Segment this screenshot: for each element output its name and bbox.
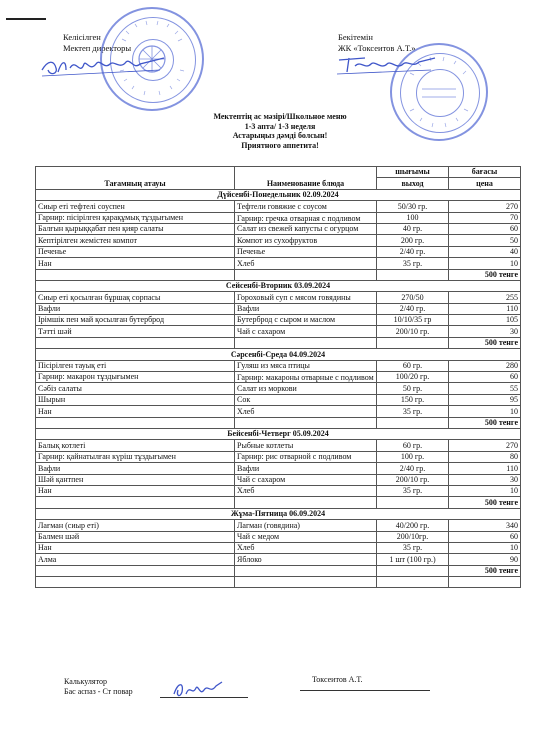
dish-price: 280 bbox=[449, 360, 521, 371]
day-total: 500 тенге bbox=[449, 565, 521, 576]
dish-name-kz: Нан bbox=[36, 542, 235, 553]
dish-price: 40 bbox=[449, 246, 521, 257]
dish-yield: 60 гр. bbox=[377, 440, 449, 451]
total-empty-cell bbox=[235, 565, 377, 576]
entrepreneur-signature bbox=[335, 52, 445, 78]
corner-mark bbox=[6, 18, 46, 20]
dish-name-kz: Вафли bbox=[36, 463, 235, 474]
menu-item-row bbox=[36, 303, 521, 314]
total-empty-cell bbox=[235, 497, 377, 508]
dish-name-kz: Гарнир: макарон тұздығымен bbox=[36, 372, 235, 383]
dish-name-kz: Сиыр еті тефтелі соуспен bbox=[36, 201, 235, 212]
day-total: 500 тенге bbox=[449, 269, 521, 280]
dish-name-kz: Печенье bbox=[36, 246, 235, 257]
dish-name-ru: Печенье bbox=[235, 246, 377, 257]
dish-name-kz: Нан bbox=[36, 485, 235, 496]
day-total: 500 тенге bbox=[449, 337, 521, 348]
dish-yield: 50 гр. bbox=[377, 383, 449, 394]
dish-yield: 2/40 гр. bbox=[377, 463, 449, 474]
dish-price: 10 bbox=[449, 258, 521, 269]
agreed-label: Келісілген bbox=[63, 32, 101, 42]
dish-yield: 1 шт (100 гр.) bbox=[377, 554, 449, 565]
director-signature bbox=[40, 50, 170, 80]
menu-title-block bbox=[150, 112, 410, 150]
dish-yield: 2/40 гр. bbox=[377, 246, 449, 257]
dish-price: 270 bbox=[449, 201, 521, 212]
dish-name-ru: Компот из сухофруктов bbox=[235, 235, 377, 246]
dish-name-ru: Хлеб bbox=[235, 258, 377, 269]
menu-item-row bbox=[36, 372, 521, 383]
dish-name-ru: Хлеб bbox=[235, 406, 377, 417]
day-title: Жұма-Пятница 06.09.2024 bbox=[36, 508, 521, 519]
menu-item-row bbox=[36, 360, 521, 371]
dish-price: 95 bbox=[449, 394, 521, 405]
day-total-row bbox=[36, 269, 521, 280]
blank-cell bbox=[449, 577, 521, 588]
menu-item-row bbox=[36, 292, 521, 303]
entrepreneur-label: ЖК «Токсеитов А.Т.» bbox=[338, 43, 416, 53]
dish-name-kz: Шырын bbox=[36, 394, 235, 405]
dish-name-ru: Хлеб bbox=[235, 485, 377, 496]
header-price-top: бағасы bbox=[449, 167, 521, 178]
dish-name-kz: Гарнир: пісірілген қарақұмық тұздығымен bbox=[36, 212, 235, 223]
dish-yield: 35 гр. bbox=[377, 258, 449, 269]
dish-name-ru: Салат из свежей капусты с огурцом bbox=[235, 223, 377, 234]
menu-item-row bbox=[36, 520, 521, 531]
approve-label: Бекітемін bbox=[338, 32, 373, 42]
dish-yield: 150 гр. bbox=[377, 394, 449, 405]
dish-name-ru: Гуляш из мяса птицы bbox=[235, 360, 377, 371]
header-price-bottom: цена bbox=[449, 178, 521, 189]
blank-cell bbox=[235, 577, 377, 588]
total-empty-cell bbox=[36, 497, 235, 508]
day-total-row bbox=[36, 417, 521, 428]
dish-yield: 10/10/35 гр bbox=[377, 315, 449, 326]
dish-price: 70 bbox=[449, 212, 521, 223]
menu-item-row bbox=[36, 531, 521, 542]
dish-yield: 50/30 гр. bbox=[377, 201, 449, 212]
menu-item-row bbox=[36, 201, 521, 212]
dish-price: 255 bbox=[449, 292, 521, 303]
menu-item-row bbox=[36, 326, 521, 337]
dish-price: 30 bbox=[449, 474, 521, 485]
day-title: Дүйсенбі-Понедельник 02.09.2024 bbox=[36, 189, 521, 200]
dish-yield: 60 гр. bbox=[377, 360, 449, 371]
total-empty-cell bbox=[377, 497, 449, 508]
dish-yield: 200/10гр. bbox=[377, 531, 449, 542]
dish-name-ru: Вафли bbox=[235, 303, 377, 314]
day-title: Сейсенбі-Вторник 03.09.2024 bbox=[36, 280, 521, 291]
school-director-label: Мектеп директоры bbox=[63, 43, 132, 53]
menu-item-row bbox=[36, 223, 521, 234]
day-total: 500 тенге bbox=[449, 417, 521, 428]
day-title: Сәрсенбі-Среда 04.09.2024 bbox=[36, 349, 521, 360]
week-label: 1-3 апта/ 1-3 неделя bbox=[244, 121, 316, 131]
menu-item-row bbox=[36, 258, 521, 269]
dish-name-kz: Лағман (сиыр еті) bbox=[36, 520, 235, 531]
dish-name-ru: Гарнир: макароны отварные с подливом bbox=[235, 372, 377, 383]
calculator-label: Калькулятор bbox=[64, 677, 107, 686]
dish-price: 110 bbox=[449, 303, 521, 314]
blank-cell bbox=[377, 577, 449, 588]
menu-item-row bbox=[36, 406, 521, 417]
menu-item-row bbox=[36, 394, 521, 405]
dish-yield: 270/50 bbox=[377, 292, 449, 303]
dish-price: 60 bbox=[449, 372, 521, 383]
dish-name-kz: Гарнир: қайнатылған күріш тұздығымен bbox=[36, 451, 235, 462]
dish-name-ru: Бутерброд с сыром и маслом bbox=[235, 315, 377, 326]
dish-price: 90 bbox=[449, 554, 521, 565]
total-empty-cell bbox=[377, 417, 449, 428]
day-header-row bbox=[36, 189, 521, 200]
menu-item-row bbox=[36, 451, 521, 462]
chef-label: Бас аспаз - Ст повар bbox=[64, 687, 133, 696]
menu-item-row bbox=[36, 554, 521, 565]
greeting-ru: Приятного аппетита! bbox=[241, 140, 319, 150]
total-empty-cell bbox=[36, 565, 235, 576]
menu-item-row bbox=[36, 440, 521, 451]
dish-name-ru: Лагман (говядина) bbox=[235, 520, 377, 531]
menu-item-row bbox=[36, 246, 521, 257]
dish-yield: 100 гр. bbox=[377, 451, 449, 462]
dish-name-kz: Нан bbox=[36, 406, 235, 417]
dish-price: 50 bbox=[449, 235, 521, 246]
total-empty-cell bbox=[36, 337, 235, 348]
dish-name-ru: Чай с медом bbox=[235, 531, 377, 542]
dish-name-ru: Вафли bbox=[235, 463, 377, 474]
day-total: 500 тенге bbox=[449, 497, 521, 508]
day-header-row bbox=[36, 508, 521, 519]
dish-price: 10 bbox=[449, 485, 521, 496]
dish-name-ru: Тефтели говяжие с соусом bbox=[235, 201, 377, 212]
dish-price: 10 bbox=[449, 542, 521, 553]
day-total-row bbox=[36, 565, 521, 576]
dish-yield: 40/200 гр. bbox=[377, 520, 449, 531]
dish-name-kz: Пісірілген тауық еті bbox=[36, 360, 235, 371]
dish-name-ru: Сок bbox=[235, 394, 377, 405]
dish-name-kz: Шәй қантпен bbox=[36, 474, 235, 485]
day-total-row bbox=[36, 337, 521, 348]
dish-yield: 2/40 гр. bbox=[377, 303, 449, 314]
total-empty-cell bbox=[377, 269, 449, 280]
day-header-row bbox=[36, 428, 521, 439]
total-empty-cell bbox=[235, 269, 377, 280]
day-total-row bbox=[36, 497, 521, 508]
dish-name-kz: Кептірілген жемістен компот bbox=[36, 235, 235, 246]
dish-name-ru: Салат из моркови bbox=[235, 383, 377, 394]
chef-signature-line bbox=[160, 697, 248, 698]
calculator-block bbox=[64, 677, 133, 697]
menu-item-row bbox=[36, 474, 521, 485]
dish-name-kz: Нан bbox=[36, 258, 235, 269]
menu-title: Мектептің ас мәзірі/Школьное меню bbox=[213, 112, 347, 121]
menu-item-row bbox=[36, 463, 521, 474]
header-kz: Тағамның атауы bbox=[36, 167, 235, 190]
dish-yield: 200/10 гр. bbox=[377, 474, 449, 485]
dish-name-kz: Тәтті шәй bbox=[36, 326, 235, 337]
total-empty-cell bbox=[36, 269, 235, 280]
menu-item-row bbox=[36, 212, 521, 223]
dish-name-kz: Ірімшік пен май қосылған бутерброд bbox=[36, 315, 235, 326]
dish-price: 30 bbox=[449, 326, 521, 337]
dish-price: 80 bbox=[449, 451, 521, 462]
total-empty-cell bbox=[235, 337, 377, 348]
responsible-name: Токсеитов А.Т. bbox=[312, 675, 363, 684]
total-empty-cell bbox=[377, 565, 449, 576]
dish-name-ru: Яблоко bbox=[235, 554, 377, 565]
dish-name-ru: Рыбные котлеты bbox=[235, 440, 377, 451]
total-empty-cell bbox=[36, 417, 235, 428]
dish-price: 10 bbox=[449, 406, 521, 417]
dish-yield: 35 гр. bbox=[377, 406, 449, 417]
dish-price: 110 bbox=[449, 463, 521, 474]
dish-name-kz: Балғын қырыққабат пен қияр салаты bbox=[36, 223, 235, 234]
dish-yield: 200 гр. bbox=[377, 235, 449, 246]
greeting-kz: Астарыңыз дәмді болсын! bbox=[232, 131, 328, 141]
day-title: Бейсенбі-Четверг 05.09.2024 bbox=[36, 428, 521, 439]
dish-price: 55 bbox=[449, 383, 521, 394]
dish-name-kz: Балмен шәй bbox=[36, 531, 235, 542]
menu-item-row bbox=[36, 485, 521, 496]
dish-yield: 200/10 гр. bbox=[377, 326, 449, 337]
dish-name-ru: Хлеб bbox=[235, 542, 377, 553]
blank-cell bbox=[36, 577, 235, 588]
dish-price: 60 bbox=[449, 223, 521, 234]
dish-price: 270 bbox=[449, 440, 521, 451]
dish-price: 60 bbox=[449, 531, 521, 542]
dish-name-ru: Гарнир: гречка отварная с подливом bbox=[235, 212, 377, 223]
dish-name-ru: Гороховый суп с мясом говядины bbox=[235, 292, 377, 303]
dish-name-kz: Вафли bbox=[36, 303, 235, 314]
header-out-top: шығымы bbox=[377, 167, 449, 178]
header-out-bottom: выход bbox=[377, 178, 449, 189]
dish-name-kz: Балық котлеті bbox=[36, 440, 235, 451]
dish-yield: 100 bbox=[377, 212, 449, 223]
dish-name-kz: Алма bbox=[36, 554, 235, 565]
dish-yield: 100/20 гр. bbox=[377, 372, 449, 383]
dish-price: 340 bbox=[449, 520, 521, 531]
menu-item-row bbox=[36, 383, 521, 394]
dish-name-ru: Чай с сахаром bbox=[235, 474, 377, 485]
name-underline bbox=[300, 690, 430, 691]
total-empty-cell bbox=[377, 337, 449, 348]
dish-name-kz: Сәбіз салаты bbox=[36, 383, 235, 394]
menu-item-row bbox=[36, 235, 521, 246]
header-ru: Наименование блюда bbox=[235, 167, 377, 190]
table-header-row-top bbox=[36, 167, 521, 178]
dish-name-kz: Сиыр еті қосылған бұршақ сорпасы bbox=[36, 292, 235, 303]
dish-yield: 35 гр. bbox=[377, 485, 449, 496]
dish-yield: 35 гр. bbox=[377, 542, 449, 553]
blank-row bbox=[36, 577, 521, 588]
menu-item-row bbox=[36, 315, 521, 326]
dish-price: 105 bbox=[449, 315, 521, 326]
menu-item-row bbox=[36, 542, 521, 553]
menu-table bbox=[35, 166, 521, 588]
day-header-row bbox=[36, 349, 521, 360]
dish-yield: 40 гр. bbox=[377, 223, 449, 234]
total-empty-cell bbox=[235, 417, 377, 428]
day-header-row bbox=[36, 280, 521, 291]
dish-name-ru: Гарнир: рис отварной с подливом bbox=[235, 451, 377, 462]
dish-name-ru: Чай с сахаром bbox=[235, 326, 377, 337]
